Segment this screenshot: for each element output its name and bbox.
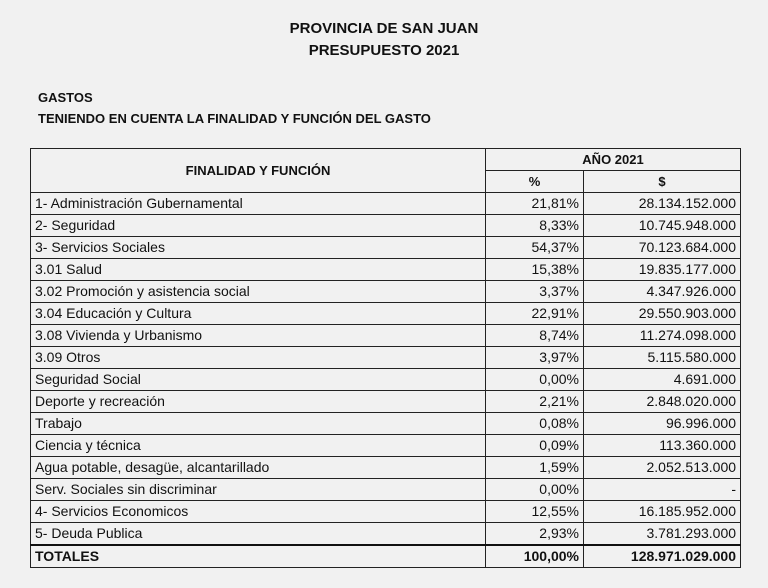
row-amount: 96.996.000 (584, 413, 741, 435)
row-label: 3.02 Promoción y asistencia social (31, 281, 486, 303)
table-row (31, 193, 741, 215)
row-percent: 15,38% (486, 259, 584, 281)
row-amount: 11.274.098.000 (584, 325, 741, 347)
section-title: GASTOS (38, 90, 93, 105)
budget-title: PRESUPUESTO 2021 (308, 42, 460, 59)
table-row (31, 325, 741, 347)
row-amount: 28.134.152.000 (584, 193, 741, 215)
row-amount: 4.347.926.000 (584, 281, 741, 303)
row-label: Ciencia y técnica (31, 435, 486, 457)
row-label: Serv. Sociales sin discriminar (31, 479, 486, 501)
row-amount: 2.052.513.000 (584, 457, 741, 479)
table-row (31, 457, 741, 479)
table-row (31, 391, 741, 413)
row-amount: 4.691.000 (584, 369, 741, 391)
row-percent: 8,74% (486, 325, 584, 347)
table-row (31, 435, 741, 457)
row-percent: 3,37% (486, 281, 584, 303)
row-percent: 54,37% (486, 237, 584, 259)
row-label: 5- Deuda Publica (31, 523, 486, 546)
row-label: 2- Seguridad (31, 215, 486, 237)
column-header-percent: % (486, 171, 584, 193)
table-row (31, 523, 741, 546)
row-amount: 113.360.000 (584, 435, 741, 457)
totals-label: TOTALES (31, 545, 486, 568)
table-row (31, 215, 741, 237)
row-label: Trabajo (31, 413, 486, 435)
table-row (31, 501, 741, 523)
table-row (31, 237, 741, 259)
totals-percent: 100,00% (486, 545, 584, 568)
row-label: 3.08 Vivienda y Urbanismo (31, 325, 486, 347)
row-percent: 21,81% (486, 193, 584, 215)
row-amount: 70.123.684.000 (584, 237, 741, 259)
column-header-amount: $ (584, 171, 741, 193)
row-amount: 19.835.177.000 (584, 259, 741, 281)
row-percent: 8,33% (486, 215, 584, 237)
row-percent: 22,91% (486, 303, 584, 325)
table-row (31, 259, 741, 281)
row-percent: 0,00% (486, 369, 584, 391)
row-percent: 2,93% (486, 523, 584, 546)
column-header-year: AÑO 2021 (486, 149, 741, 171)
document-header (0, 18, 768, 62)
row-amount: 2.848.020.000 (584, 391, 741, 413)
table-row (31, 281, 741, 303)
row-label: Seguridad Social (31, 369, 486, 391)
row-amount: 5.115.580.000 (584, 347, 741, 369)
table-row (31, 479, 741, 501)
row-label: Deporte y recreación (31, 391, 486, 413)
table-row (31, 303, 741, 325)
row-amount: - (584, 479, 741, 501)
table-row (31, 413, 741, 435)
budget-table (30, 148, 741, 568)
row-percent: 0,00% (486, 479, 584, 501)
row-percent: 3,97% (486, 347, 584, 369)
totals-amount: 128.971.029.000 (584, 545, 741, 568)
row-percent: 12,55% (486, 501, 584, 523)
row-label: Agua potable, desagüe, alcantarillado (31, 457, 486, 479)
row-percent: 2,21% (486, 391, 584, 413)
row-label: 3.09 Otros (31, 347, 486, 369)
row-percent: 0,08% (486, 413, 584, 435)
column-header-function: FINALIDAD Y FUNCIÓN (31, 149, 486, 193)
table-header-row (31, 149, 741, 171)
row-percent: 1,59% (486, 457, 584, 479)
row-label: 3.04 Educación y Cultura (31, 303, 486, 325)
totals-row (31, 545, 741, 568)
row-label: 4- Servicios Economicos (31, 501, 486, 523)
table-row (31, 369, 741, 391)
table-row (31, 347, 741, 369)
row-amount: 3.781.293.000 (584, 523, 741, 546)
row-amount: 10.745.948.000 (584, 215, 741, 237)
row-amount: 29.550.903.000 (584, 303, 741, 325)
row-label: 1- Administración Gubernamental (31, 193, 486, 215)
row-amount: 16.185.952.000 (584, 501, 741, 523)
section-subtitle: TENIENDO EN CUENTA LA FINALIDAD Y FUNCIÓN DEL GASTO (38, 111, 431, 126)
row-label: 3.01 Salud (31, 259, 486, 281)
province-title: PROVINCIA DE SAN JUAN (289, 20, 479, 37)
row-label: 3- Servicios Sociales (31, 237, 486, 259)
row-percent: 0,09% (486, 435, 584, 457)
